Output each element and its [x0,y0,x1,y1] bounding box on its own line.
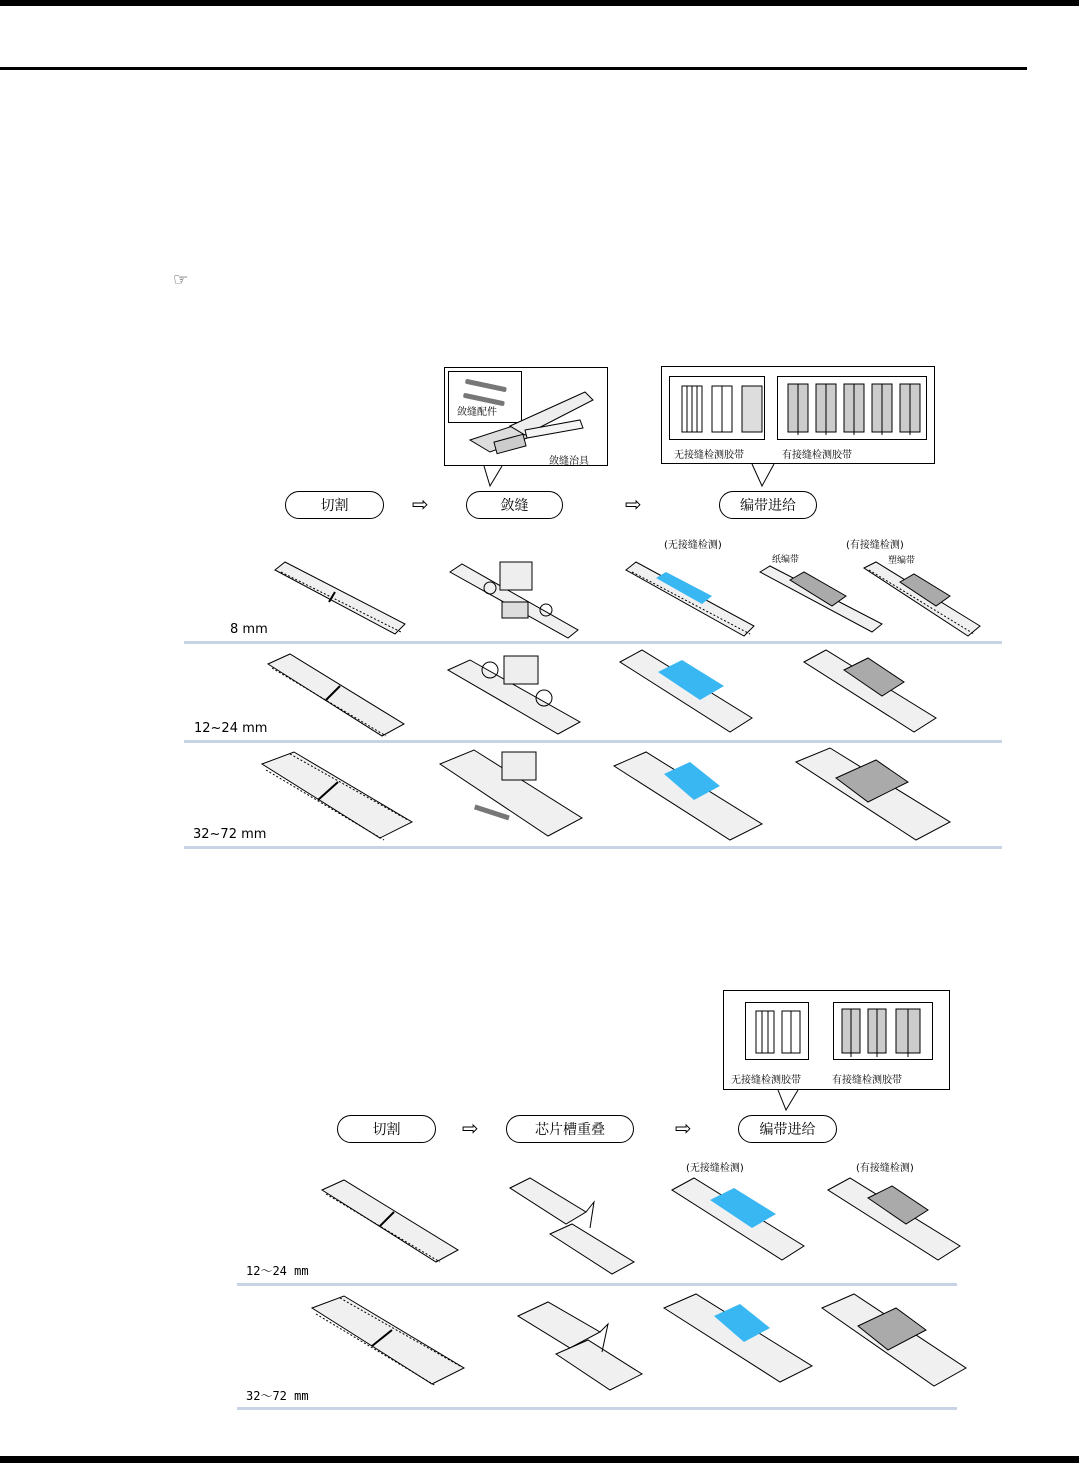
step-overlap: 芯片槽重叠 [506,1115,634,1143]
row-separator [184,740,1002,743]
row-label-12-24mm: 12~24 mm [194,721,268,736]
step-feed-2: 编带进给 [738,1115,837,1143]
col-label-detect: (有接缝检测) [846,540,904,551]
detect-tape-box [777,376,927,440]
arrow-right-icon: ⇨ [675,1116,692,1140]
col-label-no-detect: (无接缝检测) [664,540,722,551]
col-label-plastic: 塑编带 [888,556,916,566]
tape-cut-12-24mm [268,654,404,738]
col-label-no-detect-2: (无接缝检测) [686,1163,744,1174]
step-cut-2: 切割 [337,1115,436,1143]
detect-tape-box-2 [833,1002,933,1060]
no-detect-tape-box-2 [745,1002,809,1060]
crimp-32-72mm [440,748,582,844]
crimp-8mm [450,550,580,640]
detect-tape-label-2: 有接缝检测胶带 [832,1075,902,1086]
no-detect-tape-samples-2 [746,1003,810,1061]
detect-tape-label: 有接缝检测胶带 [782,450,852,461]
feed-detect-32-72mm [796,748,950,846]
feed-detect-12-24mm [804,650,936,734]
tape-cut-8mm [275,562,405,637]
step-feed-1: 编带进给 [719,491,817,519]
col-label-detect-2: (有接缝检测) [856,1163,914,1174]
splice-tape-callout-2 [723,990,950,1090]
detect-tape-samples-2 [834,1003,934,1061]
tape-cut-32-72mm-2 [312,1296,464,1386]
step-crimp: 敛缝 [466,491,563,519]
no-detect-tape-label: 无接缝检测胶带 [674,450,744,461]
col-label-paper: 纸编带 [772,555,800,565]
no-detect-tape-box [669,376,765,440]
step-cut-1: 切割 [285,491,384,519]
feed-no-detect-12-24mm [620,650,752,734]
arrow-right-icon: ⇨ [625,492,642,516]
top-rule [0,0,1079,6]
feed-no-detect-12-24mm-2 [672,1178,804,1262]
crimp-tool-callout [444,367,608,466]
crimp-tool-label: 敛缝治具 [549,456,589,467]
tape-callout-pointer [752,464,780,488]
crimp-12-24mm [448,648,580,734]
overlap-12-24mm [510,1176,634,1278]
row-label-8mm: 8 mm [230,622,268,637]
tape-cut-32-72mm [262,752,412,842]
no-detect-tape-label-2: 无接缝检测胶带 [731,1075,801,1086]
row-separator [237,1407,957,1410]
crimp-callout-pointer [484,466,508,488]
feed-plastic-8mm [864,562,980,638]
feed-detect-32-72mm-2 [822,1294,966,1392]
row-label-32-72mm: 32~72 mm [193,827,267,842]
crimp-parts-label: 敛缝配件 [457,407,497,418]
bottom-rule [0,1456,1079,1463]
feed-detect-12-24mm-2 [828,1178,960,1262]
feed-no-detect-8mm [626,562,754,638]
detect-tape-samples [778,377,928,441]
tape-callout-pointer-2 [778,1090,804,1112]
row-label-32-72mm-2: 32～72 mm [246,1389,309,1403]
no-detect-tape-samples [670,377,766,441]
overlap-32-72mm [518,1298,642,1394]
pointing-hand-icon: ☞ [173,270,189,290]
arrow-right-icon: ⇨ [412,492,429,516]
row-label-12-24mm-2: 12～24 mm [246,1264,309,1278]
header-rule [0,67,1027,70]
tape-cut-12-24mm-2 [322,1180,458,1264]
row-separator [237,1283,957,1286]
splice-tape-callout-1 [661,366,935,464]
feed-no-detect-32-72mm-2 [664,1294,812,1386]
arrow-right-icon: ⇨ [462,1116,479,1140]
feed-no-detect-32-72mm [614,752,762,844]
row-separator [184,641,1002,644]
row-separator [184,846,1002,849]
